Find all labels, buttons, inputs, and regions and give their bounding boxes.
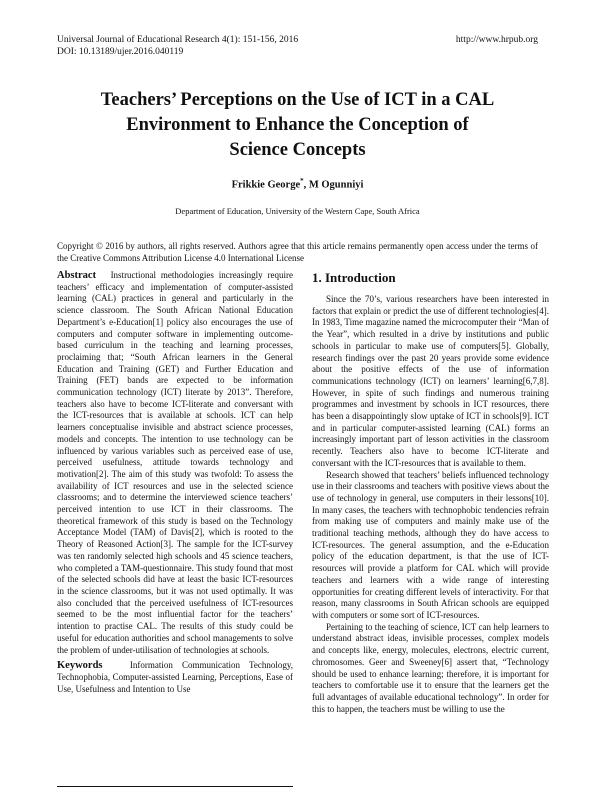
intro-paragraph-2: Research showed that teachers’ beliefs influenced technology use in their classrooms and teachers with positive views about the use of technology in general, use computers in their lessons[10]. In many cases, the teachers with technophobic tendencies refrain from making use of computers and mainly make use of the traditional teaching methods, although they do have access to ICT-resources. The general assumption, and the e-Education policy of the education department, is that the use of ICT-resources will provide a platform for CAL which will provide teachers and learners with a wide range of interesting opportunities for creating different levels of interactivity. For that reason, many classrooms in South African schools are equipped with computers or some sort of ICT-resources. xyxy=(312,469,549,620)
footnote-divider xyxy=(57,786,293,787)
abstract-text: Instructional methodologies increasingly require teachers’ efficacy and implementation of computer-assisted learning (CAL) practices in general and particularly in the science classroom. The South African National Education Department’s e-Education[1] policy also encourages the use of computers and computer software in implementing outcome-based curriculum in the teaching and learning processes, proclaiming that; “South African learners in the General Education and Training (GET) and Further Education and Training (FET) bands are expected to be information communication technology (ICT) literate by 2013”. Therefore, teachers also have to become ICT-literate and conversant with the ICT-resources that is available at schools. ICT can help learners conceptualise invisible and abstract science processes, models and concepts. The intention to use technology can be influenced by various variables such as perceived ease of use, perceived usefulness, attitude towards technology and motivation[2]. The aim of this study was twofold: To assess the availability of ICT resources and use in the selected science classrooms; and to determine the interviewed science teachers’ perceived intention to use ICT in their classrooms. The theoretical framework of this study is based on the Technology Acceptance Model (TAM) of Davis[2], which is rooted to the Theory of Reasoned Action[3]. The sample for the ICT-survey was ten randomly selected high schools and 45 science teachers, who completed a TAM-questionnaire. This study found that most of the selected schools did have at least the basic ICT-resources in the science classrooms, but it was not used optimally. It was also concluded that the perceived usefulness of ICT-resources seemed to be the most influential factor for the teachers’ intention to practise CAL. The results of this study could be useful for education authorities and school managements to solve the problem of under-utilisation of technologies at schools. xyxy=(57,270,293,655)
author-first: Frikkie George xyxy=(231,179,301,191)
author-list xyxy=(57,177,538,191)
left-column xyxy=(57,270,293,695)
title-line-1: Teachers’ Perceptions on the Use of ICT in a CAL xyxy=(100,90,495,110)
abstract xyxy=(57,270,293,656)
affiliation: Department of Education, University of the Western Cape, South Africa xyxy=(175,206,420,216)
intro-paragraph-3: Pertaining to the teaching of science, ICT can help learners to understand abstract ideas, invisible processes, complex models and concepts like, energy, molecules, electrons, electric current, chromosomes. Geer and Sweeney[6] assert that, “Technology should be used to enhance learning; therefore, it is important for teachers to comfortable use it to ensure that the learners get the full advantages of available educational technology”. In order for this to happen, the teachers must be willing to use the xyxy=(312,621,549,714)
doi: DOI: 10.13189/ujer.2016.040119 xyxy=(57,47,184,57)
keywords xyxy=(57,660,293,695)
running-header xyxy=(57,34,298,58)
right-column xyxy=(312,270,549,715)
title-line-3: Science Concepts xyxy=(229,140,366,160)
section-heading-introduction: 1. Introduction xyxy=(312,270,396,285)
journal-url[interactable]: http://www.hrpub.org xyxy=(455,35,538,45)
journal-citation: Universal Journal of Educational Research 4(1): 151-156, 2016 xyxy=(57,35,299,45)
intro-paragraph-1: Since the 70’s, various researchers have been interested in factors that explain or predict the use of different technologies[4]. In 1983, Time magazine named the microcomputer their “Man of the Year”, which resulted in a drive by institutions and public schools in particular to make use of computers[5]. Globally, research findings over the past 20 years provide some evidence about the positive effects of the use of information communications technology (ICT) on learners’ learning[6,7,8]. However, in spite of such findings and numerous training programmes and investment by schools in ICT resources, there has been a disappointingly slow uptake of ICT in schools[9]. ICT and in particular computer-assisted learning (CAL) forms an increasingly important part of lesson activities in the classroom recently. Teachers also have to become ICT-literate and conversant with the ICT-resources that is available to them. xyxy=(312,294,549,468)
copyright-notice: Copyright © 2016 by authors, all rights reserved. Authors agree that this article remains permanently open access under the terms of the Creative Commons Attribution License 4.0 International License xyxy=(57,241,538,263)
keywords-text: Information Communication Technology, Technophobia, Computer-assisted Learning, Perceptions, Ease of Use, Usefulness and Intention to Use xyxy=(57,660,294,694)
paper-title xyxy=(57,88,538,163)
abstract-label: Abstract xyxy=(57,270,97,281)
author-second: , M Ogunniyi xyxy=(303,179,364,191)
title-line-2: Environment to Enhance the Conception of xyxy=(126,115,469,135)
corresponding-author-mark: * xyxy=(300,177,304,185)
keywords-label: Keywords xyxy=(57,660,103,672)
